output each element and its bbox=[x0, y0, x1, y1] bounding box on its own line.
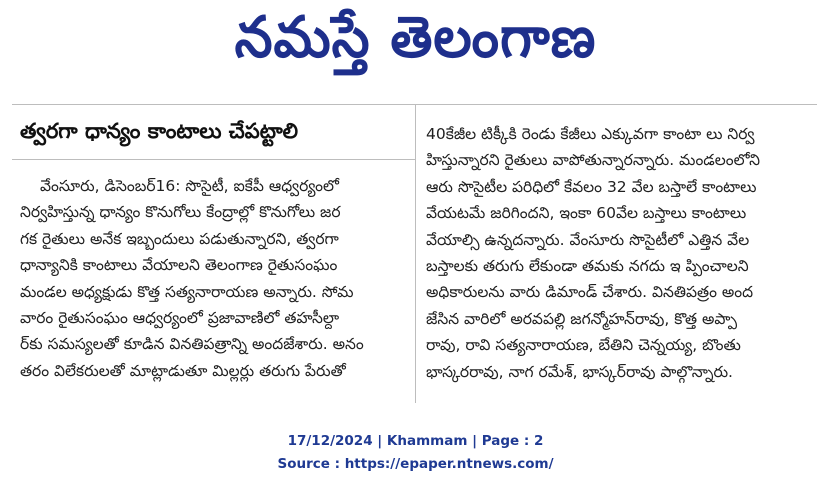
body-line: గక రైతులు అనేక ఇబ్బందులు పడుతున్నారని, త్వరగా bbox=[20, 229, 339, 248]
masthead bbox=[0, 0, 831, 88]
headline-divider bbox=[12, 159, 416, 160]
article-right-column bbox=[416, 105, 817, 403]
article-left-column bbox=[12, 105, 416, 403]
body-line: 40కేజీల టిక్కీకి రెండు కేజీలు ఎక్కువగా కాంటా లు నిర్వ bbox=[426, 125, 755, 143]
body-line: మండల అధ్యక్షుడు కొత్త సత్యనారాయణ అన్నారు. సోమ bbox=[20, 282, 354, 301]
left-body-text bbox=[20, 173, 412, 384]
body-line: హిస్తున్నారని రైతులు వాపోతున్నారన్నారు. మండలంలోని bbox=[426, 151, 761, 170]
body-line: వారం రైతుసంఘం ఆధ్వర్యంలో ప్రజావాణిలో తహసీల్దా bbox=[20, 308, 340, 327]
body-line: ర్‌కు సమస్యలతో కూడిన వినతిపత్రాన్ని అందజేశారు. అనం bbox=[20, 335, 364, 354]
body-line: అధికారులను వారు డిమాండ్ చేశారు. వినతిపత్రం అంద bbox=[426, 283, 754, 302]
body-line: ఆరు సొసైటీల పరిధిలో కేవలం 32 వేల బస్తాలే కాంటాలు bbox=[426, 177, 757, 196]
article-headline: త్వరగా ధాన్యం కాంటాలు చేపట్టాలి bbox=[20, 119, 299, 143]
body-line: తరం విలేకరులతో మాట్లాడుతూ మిల్లర్లు తరుగు పేరుతో bbox=[20, 361, 346, 380]
body-line: వేంసూరు, డిసెంబర్16: సొసైటీ, ఐకేపీ ఆధ్వర్యంలో bbox=[40, 177, 339, 195]
body-line: నిర్వహిస్తున్న ధాన్యం కొనుగోలు కేంద్రాల్లో కొనుగోలు జర bbox=[20, 203, 341, 222]
source-link[interactable]: Source : https://epaper.ntnews.com/ bbox=[277, 456, 554, 472]
body-line: బస్తాలకు తరుగు లేకుండా తమకు నగదు ఇ ప్పించాలని bbox=[426, 256, 749, 275]
body-line: భాస్కరరావు, నాగ రమేశ్, భాస్కర్‌రావు పాల్గొన్నారు. bbox=[426, 362, 733, 381]
body-line: జేసిన వారిలో అరవపల్లి జగన్మోహన్‌రావు, కొత్త అప్పా bbox=[426, 309, 737, 328]
body-line: ధాన్యానికి కాంటాలు వేయాలని తెలంగాణ రైతుసంఘం bbox=[20, 256, 338, 275]
body-line: వేయాల్సి ఉన్నదన్నారు. వేంసూరు సొసైటీలో ఎత్తిన వేల bbox=[426, 230, 750, 249]
body-line: వేయటమే జరిగిందని, ఇంకా 60వేల బస్తాలు కాంటాలు bbox=[426, 204, 747, 223]
masthead-title: నమస్తే తెలంగాణ bbox=[234, 3, 597, 70]
edition-meta: 17/12/2024 | Khammam | Page : 2 bbox=[287, 433, 544, 449]
right-body-text bbox=[426, 121, 806, 385]
article-clipping bbox=[12, 104, 817, 403]
body-line: రావు, రావి సత్యనారాయణ, బేతిని చెన్నయ్య, బొంతు bbox=[426, 336, 741, 355]
